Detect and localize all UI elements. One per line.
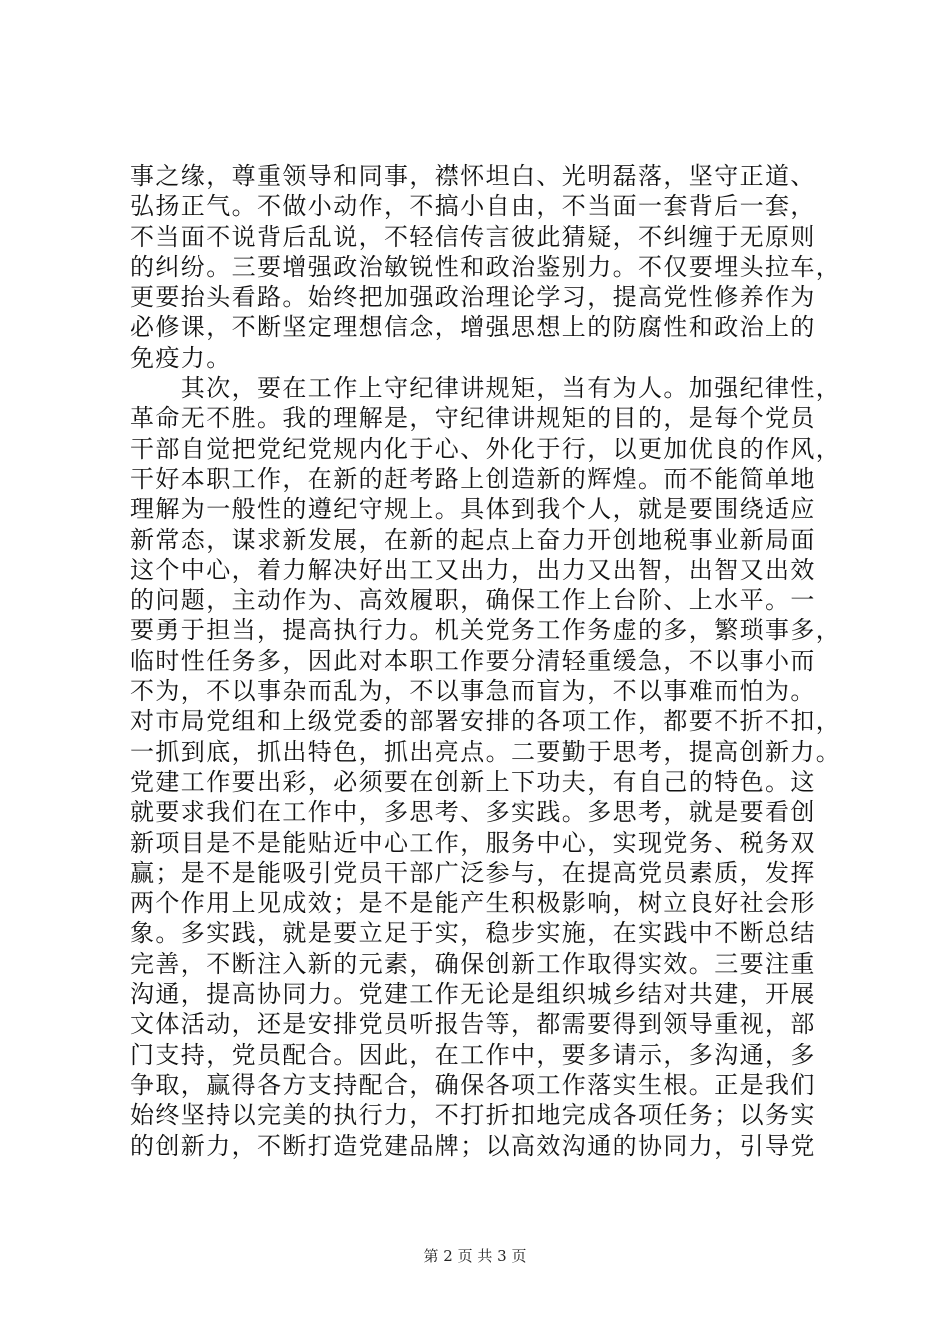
text-line: 的创新力，不断打造党建品牌；以高效沟通的协同力，引导党 [130, 1131, 816, 1160]
text-line: 不当面不说背后乱说，不轻信传言彼此猜疑，不纠缠于无原则 [130, 222, 816, 251]
body-text [130, 161, 842, 1161]
text-line: 要勇于担当，提高执行力。机关党务工作务虚的多，繁琐事多， [130, 616, 842, 645]
text-line: 门支持，党员配合。因此，在工作中，要多请示，多沟通，多 [130, 1040, 816, 1069]
text-line: 就要求我们在工作中，多思考、多实践。多思考，就是要看创 [130, 798, 816, 827]
text-line: 争取，赢得各方支持配合，确保各项工作落实生根。正是我们 [130, 1070, 816, 1099]
text-line: 革命无不胜。我的理解是，守纪律讲规矩的目的，是每个党员 [130, 404, 816, 433]
text-line: 赢；是不是能吸引党员干部广泛参与，在提高党员素质，发挥 [130, 858, 816, 887]
text-line: 一抓到底，抓出特色，抓出亮点。二要勤于思考，提高创新力。 [130, 737, 842, 766]
text-line: 沟通，提高协同力。党建工作无论是组织城乡结对共建，开展 [130, 980, 816, 1009]
text-line: 对市局党组和上级党委的部署安排的各项工作，都要不折不扣， [130, 707, 842, 736]
text-line: 完善，不断注入新的元素，确保创新工作取得实效。三要注重 [130, 949, 816, 978]
text-line: 干好本职工作，在新的赶考路上创造新的辉煌。而不能简单地 [130, 464, 816, 493]
text-line: 的问题，主动作为、高效履职，确保工作上台阶、上水平。一 [130, 586, 816, 615]
text-line: 这个中心，着力解决好出工又出力，出力又出智，出智又出效 [130, 555, 816, 584]
text-line: 干部自觉把党纪党规内化于心、外化于行，以更加优良的作风， [130, 434, 842, 463]
text-line: 新常态，谋求新发展，在新的起点上奋力开创地税事业新局面 [130, 525, 816, 554]
text-line: 党建工作要出彩，必须要在创新上下功夫，有自己的特色。这 [130, 767, 816, 796]
text-line: 始终坚持以完美的执行力，不打折扣地完成各项任务；以务实 [130, 1101, 816, 1130]
text-line: 临时性任务多，因此对本职工作要分清轻重缓急，不以事小而 [130, 646, 816, 675]
text-line: 事之缘，尊重领导和同事，襟怀坦白、光明磊落，坚守正道、 [130, 162, 816, 190]
text-line: 新项目是不是能贴近中心工作，服务中心，实现党务、税务双 [130, 828, 816, 857]
text-line: 的纠纷。三要增强政治敏锐性和政治鉴别力。不仅要埋头拉车， [130, 252, 842, 281]
text-line: 两个作用上见成效；是不是能产生积极影响，树立良好社会形 [130, 889, 816, 918]
text-line: 弘扬正气。不做小动作，不搞小自由，不当面一套背后一套， [130, 192, 816, 221]
text-line: 不为，不以事杂而乱为，不以事急而盲为，不以事难而怕为。 [130, 677, 816, 706]
text-line: 其次，要在工作上守纪律讲规矩，当有为人。加强纪律性， [130, 374, 842, 403]
text-line: 文体活动，还是安排党员听报告等，都需要得到领导重视，部 [130, 1010, 816, 1039]
page-footer: 第 2 页 共 3 页 [423, 1247, 527, 1265]
text-line: 理解为一般性的遵纪守规上。具体到我个人，就是要围绕适应 [130, 495, 816, 524]
text-line: 免疫力。 [130, 343, 232, 372]
text-line: 更要抬头看路。始终把加强政治理论学习，提高党性修养作为 [130, 283, 816, 312]
text-line: 象。多实践，就是要立足于实，稳步实施，在实践中不断总结 [130, 919, 816, 948]
text-line: 必修课，不断坚定理想信念，增强思想上的防腐性和政治上的 [130, 313, 816, 342]
